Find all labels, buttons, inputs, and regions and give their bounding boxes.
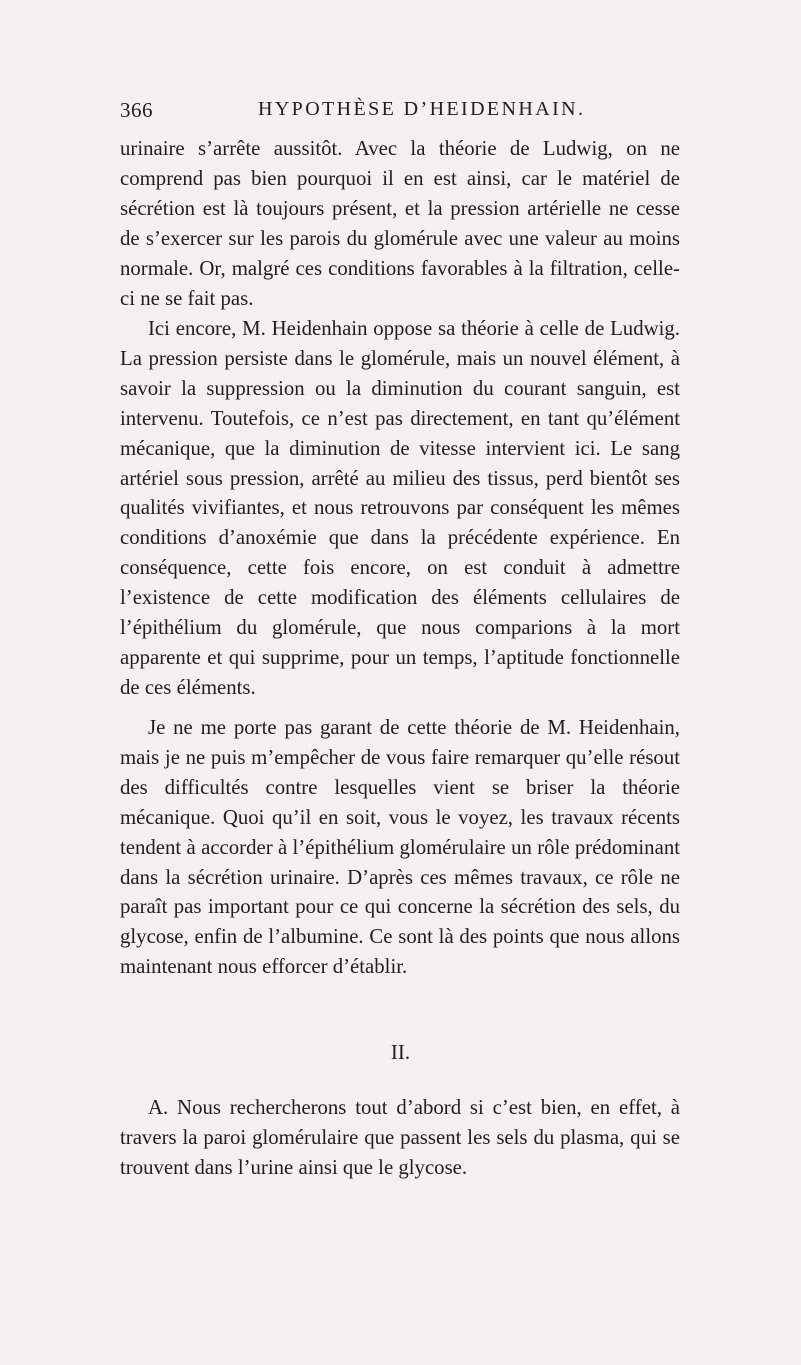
- paragraph-block-4: [120, 1093, 680, 1183]
- running-title: HYPOTHÈSE D’HEIDENHAIN.: [258, 98, 586, 120]
- section-heading: II.: [390, 1040, 411, 1064]
- paragraph-2: Ici encore, M. Heidenhain oppose sa théorie à celle de Ludwig. La pression persiste dans le glomérule, mais un nouvel élément, à savoir la suppression ou la diminution du courant sanguin, est intervenu. Toutefois, ce n’est pas directement, en tant qu’élément mécanique, que la diminution de vitesse intervient ici. Le sang artériel sous pression, arrêté au milieu des tissus, perd bientôt ses qualités vivifiantes, et nous retrouvons par conséquent les mêmes conditions d’anoxémie que dans la précédente expérience. En conséquence, cette fois encore, on est conduit à admettre l’existence de cette modification des éléments cellulaires de l’épithélium du glomérule, que nous comparions à la mort apparente et qui supprime, pour un temps, l’aptitude fonctionnelle de ces éléments.: [120, 317, 680, 699]
- paragraph-block-2: [120, 314, 680, 703]
- running-header: [120, 98, 680, 128]
- section-paragraph: A. Nous rechercherons tout d’abord si c’est bien, en effet, à travers la paroi glomérulaire que passent les sels du plasma, qui se trouvent dans l’urine ainsi que le glycose.: [120, 1096, 680, 1179]
- paragraph-continued: [120, 134, 680, 313]
- paragraph-3: Je ne me porte pas garant de cette théorie de M. Heidenhain, mais je ne puis m’empêcher de vous faire remarquer qu’elle résout des difficultés contre lesquelles vient se briser la théorie mécanique. Quoi qu’il en soit, vous le voyez, les travaux récents tendent à accorder à l’épithélium glomérulaire un rôle prédominant dans la sécrétion urinaire. D’après ces mêmes travaux, ce rôle ne paraît pas important pour ce qui concerne la sécrétion des sels, du glycose, enfin de l’albumine. Ce sont là des points que nous allons maintenant nous efforcer d’établir.: [120, 716, 680, 979]
- paragraph-1: urinaire s’arrête aussitôt. Avec la théorie de Ludwig, on ne comprend pas bien pourquoi il en est ainsi, car le matériel de sécrétion est là toujours présent, et la pression artérielle ne cesse de s’exercer sur les parois du glomérule avec une valeur au moins normale. Or, malgré ces conditions favorables à la filtration, celle-ci ne se fait pas.: [120, 137, 680, 310]
- page-number: 366: [120, 98, 153, 122]
- paragraph-block-3: [120, 713, 680, 982]
